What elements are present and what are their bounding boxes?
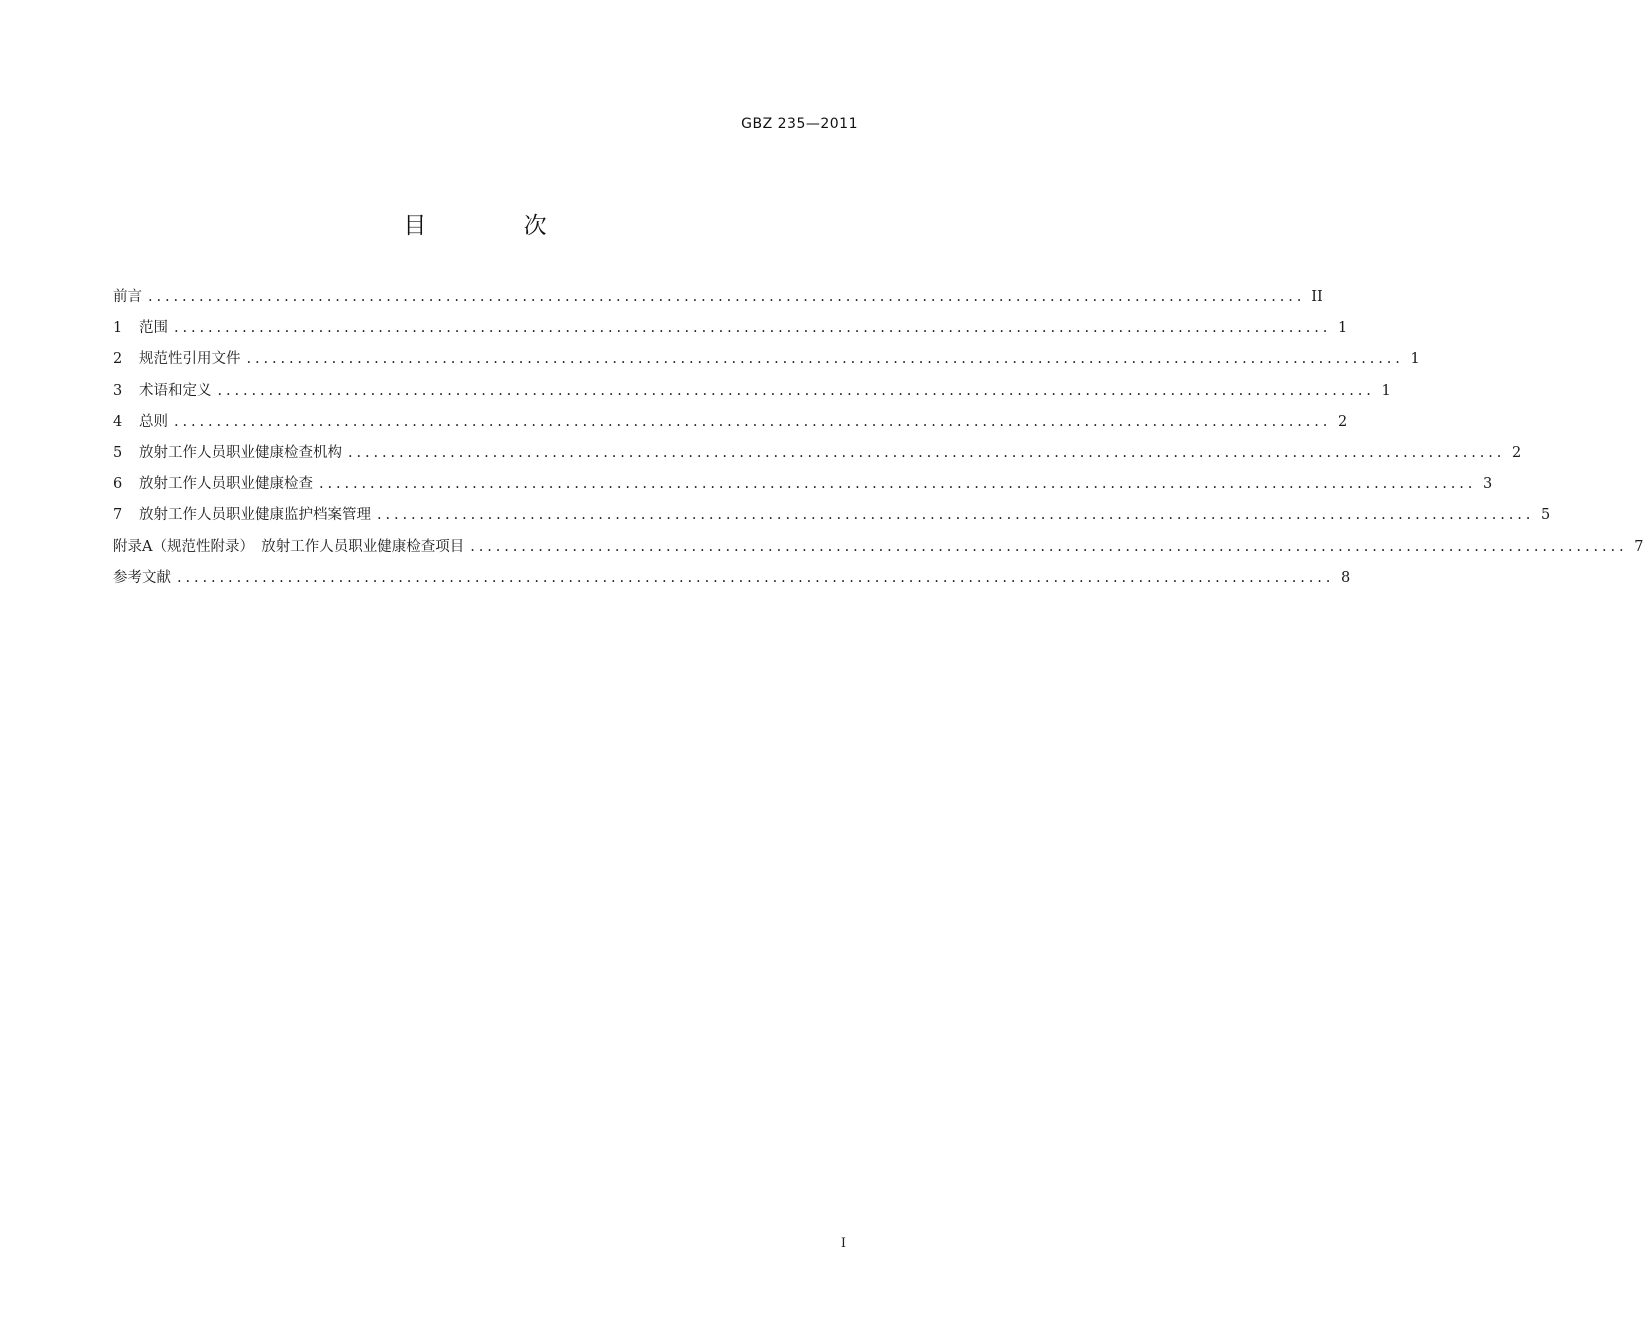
toc-entry-label: 前言: [113, 289, 142, 305]
standard-code: GBZ 235—2011: [741, 116, 858, 132]
toc-entry-preface[interactable]: [113, 284, 1323, 315]
toc-entry-bibliography[interactable]: [113, 565, 1351, 596]
toc-entry-number: 6: [113, 476, 123, 493]
page-number: I: [840, 1236, 846, 1251]
dot-leader: ........................................................................................................................................: [174, 413, 1332, 430]
toc-entry-number: 2: [113, 351, 123, 368]
toc-entry-page: 1: [1381, 382, 1391, 399]
dot-leader: ........................................................................................................................................: [470, 538, 1628, 555]
toc-entry-terms-definitions[interactable]: [113, 378, 1391, 409]
toc-entry-number: 3: [113, 382, 123, 399]
dot-leader: ........................................................................................................................................: [319, 476, 1477, 493]
toc-entry-health-exam[interactable]: [113, 471, 1493, 502]
dot-leader: ........................................................................................................................................: [174, 320, 1332, 337]
dot-leader: ........................................................................................................................................: [217, 382, 1375, 399]
toc-entry-general[interactable]: [113, 409, 1348, 440]
toc-entry-label: 放射工作人员职业健康监护档案管理: [139, 507, 371, 524]
toc-entry-appendix-a[interactable]: [113, 534, 1643, 565]
toc-entry-normative-references[interactable]: [113, 346, 1420, 377]
toc-entry-number: 7: [113, 507, 123, 524]
dot-leader: ........................................................................................................................................: [348, 444, 1506, 461]
toc-entry-label: 范围: [139, 320, 168, 337]
toc-entry-scope[interactable]: [113, 315, 1348, 346]
dot-leader: ........................................................................................................................................: [377, 507, 1535, 524]
toc-entry-label: 放射工作人员职业健康检查: [139, 476, 313, 493]
dot-leader: ........................................................................................................................................: [177, 569, 1335, 586]
toc-entry-label: 术语和定义: [139, 382, 212, 399]
toc-entry-page: 3: [1483, 476, 1493, 493]
toc-entry-page: II: [1311, 289, 1323, 305]
toc-entry-page: 8: [1341, 569, 1351, 586]
toc-entry-number: 4: [113, 413, 123, 430]
toc-entry-page: 1: [1410, 351, 1420, 368]
toc-entry-exam-institutions[interactable]: [113, 440, 1522, 471]
toc-entry-records-management[interactable]: [113, 502, 1551, 533]
toc-entry-label: 放射工作人员职业健康检查机构: [139, 444, 342, 461]
toc-entry-page: 2: [1338, 413, 1348, 430]
toc-entry-label: 参考文献: [113, 569, 171, 586]
page-title: 目 次: [403, 213, 592, 239]
toc-entry-page: 7: [1634, 538, 1643, 555]
toc-entry-label: 规范性引用文件: [139, 351, 241, 368]
toc-entry-page: 5: [1541, 507, 1551, 524]
dot-leader: ........................................................................................................................................: [246, 351, 1404, 368]
dot-leader: ........................................................................................................................................: [148, 289, 1306, 305]
toc-entry-page: 2: [1512, 444, 1522, 461]
table-of-contents: [113, 284, 1643, 596]
toc-entry-label: 总则: [139, 413, 168, 430]
toc-entry-number: 1: [113, 320, 123, 337]
toc-entry-label: 附录A（规范性附录） 放射工作人员职业健康检查项目: [113, 538, 465, 555]
toc-entry-number: 5: [113, 444, 123, 461]
toc-entry-page: 1: [1338, 320, 1348, 337]
